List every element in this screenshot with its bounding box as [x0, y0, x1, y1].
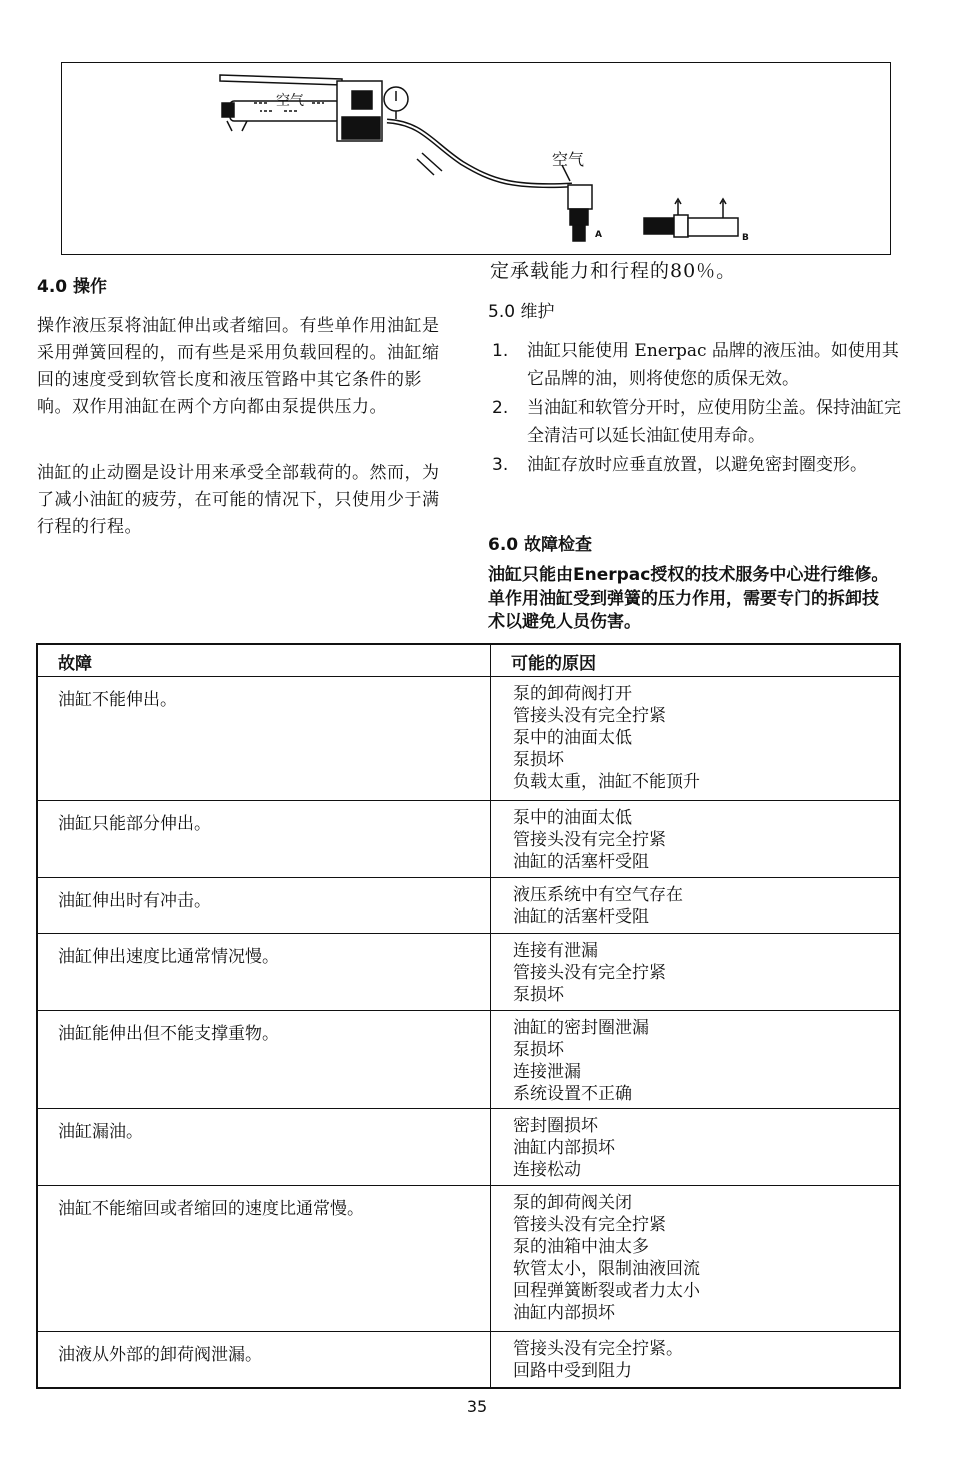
cause-line: 泵的卸荷阀打开 — [513, 683, 632, 704]
pump-cylinder-figure — [61, 62, 891, 255]
air-label-cylinder: 空气 — [552, 150, 585, 169]
fault-cell: 油液从外部的卸荷阀泄漏。 — [37, 1331, 491, 1388]
cause-cell — [491, 877, 901, 933]
section-4-heading: 4.0 操作 — [37, 277, 108, 297]
troubleshooting-table — [36, 643, 901, 1389]
table-row — [37, 676, 900, 800]
maintenance-list — [490, 337, 902, 480]
cause-cell — [491, 1108, 901, 1185]
cause-line: 管接头没有完全拧紧 — [513, 1214, 666, 1235]
cause-line: 回路中受到阻力 — [513, 1360, 632, 1381]
cause-line: 泵损坏 — [513, 984, 564, 1005]
table-row — [37, 1331, 900, 1388]
table-row — [37, 933, 900, 1010]
table-row — [37, 877, 900, 933]
section-4-paragraph-1: 操作液压泵将油缸伸出或者缩回。有些单作用油缸是采用弹簧回程的，而有些是采用负载回程的。油缸缩回的速度受到软管长度和液压管路中其它条件的影响。双作用油缸在两个方向都由泵提供压力。 — [37, 316, 440, 417]
cause-cell — [491, 800, 901, 877]
cause-cell — [491, 1010, 901, 1108]
cause-line: 负载太重，油缸不能顶升 — [513, 771, 700, 792]
table-header-row — [37, 644, 900, 676]
maintenance-item: 3. 油缸存放时应垂直放置，以避免密封圈变形。 — [492, 455, 867, 475]
cause-line: 连接泄漏 — [513, 1061, 581, 1082]
table-row — [37, 1108, 900, 1185]
table-body — [37, 676, 900, 1388]
cause-cell — [491, 1331, 901, 1388]
maintenance-item: 2. 当油缸和软管分开时，应使用防尘盖。保持油缸完全清洁可以延长油缸使用寿命。 — [492, 398, 901, 446]
cause-line: 油缸的活塞杆受阻 — [513, 851, 649, 872]
fault-cell: 油缸能伸出但不能支撑重物。 — [37, 1010, 491, 1108]
cause-line: 液压系统中有空气存在 — [513, 884, 683, 905]
cause-line: 油缸的活塞杆受阻 — [513, 906, 649, 927]
pump-illustration — [62, 63, 892, 256]
cause-line: 软管太小，限制油液回流 — [513, 1258, 700, 1279]
section-6-heading: 6.0 故障检查 — [488, 535, 593, 555]
cause-line: 连接有泄漏 — [513, 940, 598, 961]
section-4-paragraph-2: 油缸的止动圈是设计用来承受全部载荷的。然而，为了减小油缸的疲劳，在可能的情况下，只使用少于满行程的行程。 — [37, 463, 440, 537]
table-row — [37, 800, 900, 877]
label-b: B — [742, 233, 749, 243]
cause-line: 管接头没有完全拧紧 — [513, 962, 666, 983]
continuation-text: 定承载能力和行程的80％。 — [490, 260, 737, 282]
cause-line: 泵损坏 — [513, 1039, 564, 1060]
cause-line: 油缸的密封圈泄漏 — [513, 1017, 649, 1038]
cause-line: 回程弹簧断裂或者力太小 — [513, 1280, 700, 1301]
fault-cell: 油缸不能缩回或者缩回的速度比通常慢。 — [37, 1185, 491, 1331]
cause-cell — [491, 1185, 901, 1331]
cause-line: 泵中的油面太低 — [513, 807, 632, 828]
cause-line: 油缸内部损坏 — [513, 1302, 615, 1323]
fault-cell: 油缸不能伸出。 — [37, 676, 491, 800]
cause-line: 油缸内部损坏 — [513, 1137, 615, 1158]
cause-line: 管接头没有完全拧紧。 — [513, 1338, 683, 1359]
cause-cell — [491, 676, 901, 800]
cause-line: 管接头没有完全拧紧 — [513, 829, 666, 850]
fault-cell: 油缸伸出时有冲击。 — [37, 877, 491, 933]
cause-line: 泵的卸荷阀关闭 — [513, 1192, 632, 1213]
service-note: 油缸只能由Enerpac授权的技术服务中心进行维修。单作用油缸受到弹簧的压力作用，需要专门的拆卸技术以避免人员伤害。 — [488, 565, 889, 632]
header-fault: 故障 — [37, 644, 491, 676]
page-number: 35 — [466, 1397, 488, 1416]
fault-cell: 油缸伸出速度比通常情况慢。 — [37, 933, 491, 1010]
label-a: A — [595, 230, 602, 240]
table-row — [37, 1185, 900, 1331]
cause-line: 泵中的油面太低 — [513, 727, 632, 748]
fault-cell: 油缸漏油。 — [37, 1108, 491, 1185]
cause-line: 管接头没有完全拧紧 — [513, 705, 666, 726]
cause-cell — [491, 933, 901, 1010]
cause-line: 泵的油箱中油太多 — [513, 1236, 649, 1257]
fault-cell: 油缸只能部分伸出。 — [37, 800, 491, 877]
section-5-heading: 5.0 维护 — [488, 302, 555, 322]
table-row — [37, 1010, 900, 1108]
header-cause: 可能的原因 — [491, 644, 901, 676]
air-label-pump: 空气 — [276, 93, 304, 109]
maintenance-item: 1. 油缸只能使用 Enerpac 品牌的液压油。如使用其它品牌的油，则将使您的质保无效。 — [492, 341, 899, 389]
cause-line: 泵损坏 — [513, 749, 564, 770]
cause-line: 密封圈损坏 — [513, 1115, 598, 1136]
cause-line: 系统设置不正确 — [513, 1083, 632, 1104]
cause-line: 连接松动 — [513, 1159, 581, 1180]
